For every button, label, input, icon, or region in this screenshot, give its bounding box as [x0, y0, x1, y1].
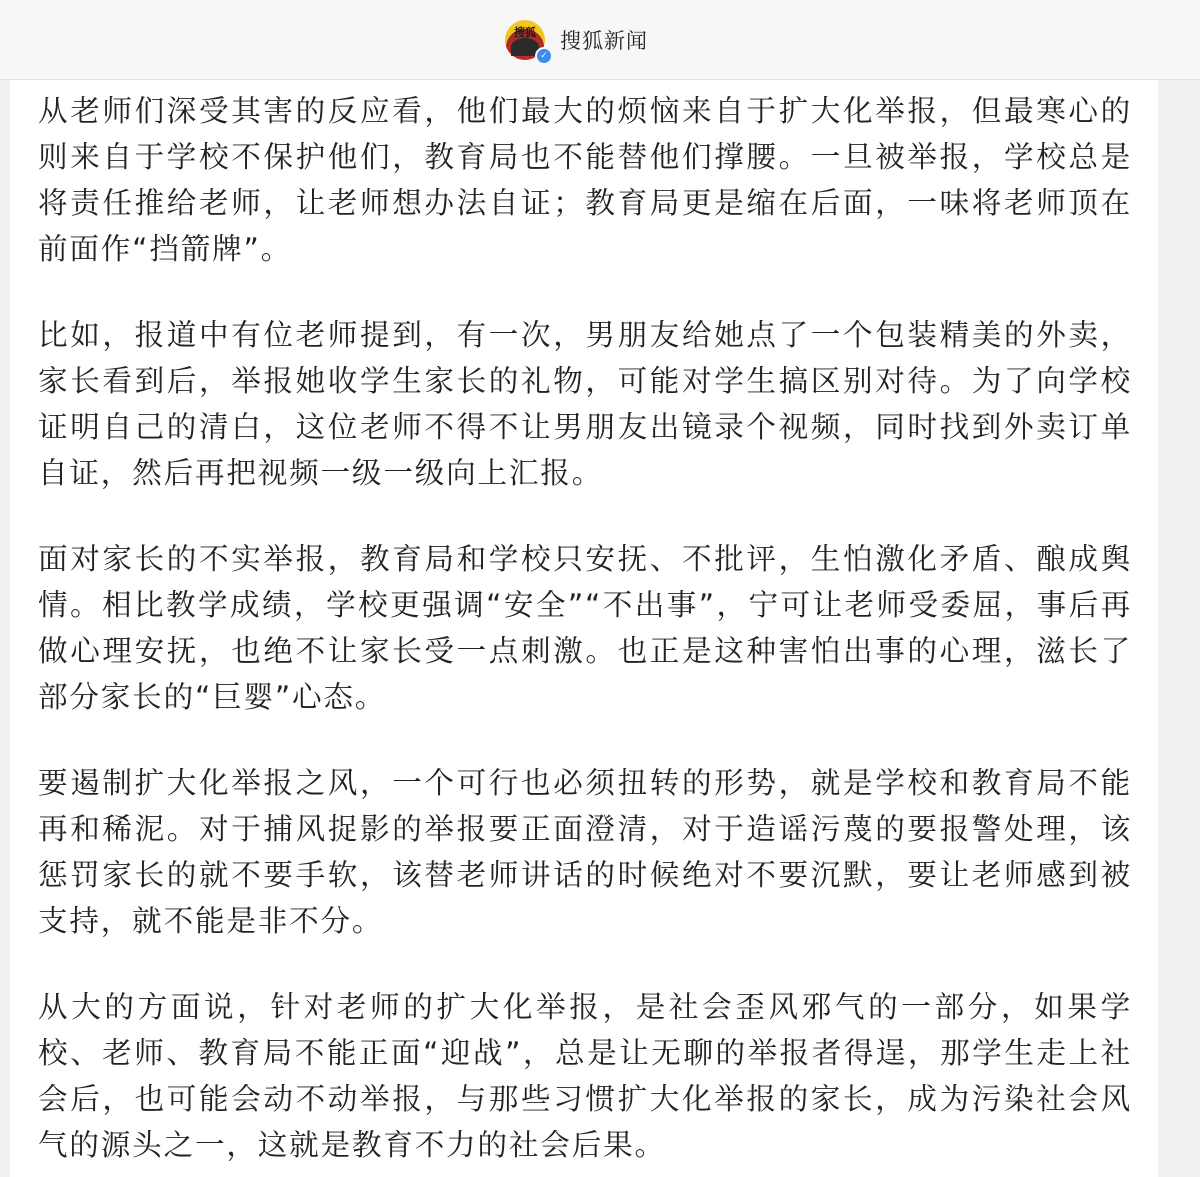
sohu-logo-icon	[505, 20, 548, 61]
app-title: 搜狐新闻	[560, 29, 648, 53]
top-bar	[0, 0, 1200, 80]
article-paragraph: 从老师们深受其害的反应看，他们最大的烦恼来自于扩大化举报，但最寒心的则来自于学校不保护他们，教育局也不能替他们撑腰。一旦被举报，学校总是将责任推给老师，让老师想办法自证；教育局更是缩在后面，一味将老师顶在前面作“挡箭牌”。	[38, 94, 1132, 266]
verified-badge-icon: ✓	[535, 47, 553, 65]
article-paragraph: 比如，报道中有位老师提到，有一次，男朋友给她点了一个包装精美的外卖，家长看到后，举报她收学生家长的礼物，可能对学生搞区别对待。为了向学校证明自己的清白，这位老师不得不让男朋友出镜录个视频，同时找到外卖订单自证，然后再把视频一级一级向上汇报。	[38, 318, 1132, 490]
article-paragraph: 从大的方面说，针对老师的扩大化举报，是社会歪风邪气的一部分，如果学校、老师、教育局不能正面“迎战”，总是让无聊的举报者得逞，那学生走上社会后，也可能会动不动举报，与那些习惯扩大化举报的家长，成为污染社会风气的源头之一，这就是教育不力的社会后果。	[38, 990, 1132, 1162]
brand[interactable]	[505, 18, 648, 62]
article-paragraph: 要遏制扩大化举报之风，一个可行也必须扭转的形势，就是学校和教育局不能再和稀泥。对于捕风捉影的举报要正面澄清，对于造谣污蔑的要报警处理，该惩罚家长的就不要手软，该替老师讲话的时候绝对不要沉默，要让老师感到被支持，就不能是非不分。	[38, 766, 1132, 938]
article-paragraph: 面对家长的不实举报，教育局和学校只安抚、不批评，生怕激化矛盾、酿成舆情。相比教学成绩，学校更强调“安全”“不出事”，宁可让老师受委屈，事后再做心理安抚，也绝不让家长受一点刺激。也正是这种害怕出事的心理，滋长了部分家长的“巨婴”心态。	[38, 542, 1132, 714]
logo-text: 搜狐	[514, 26, 536, 39]
article-body	[10, 80, 1158, 1177]
